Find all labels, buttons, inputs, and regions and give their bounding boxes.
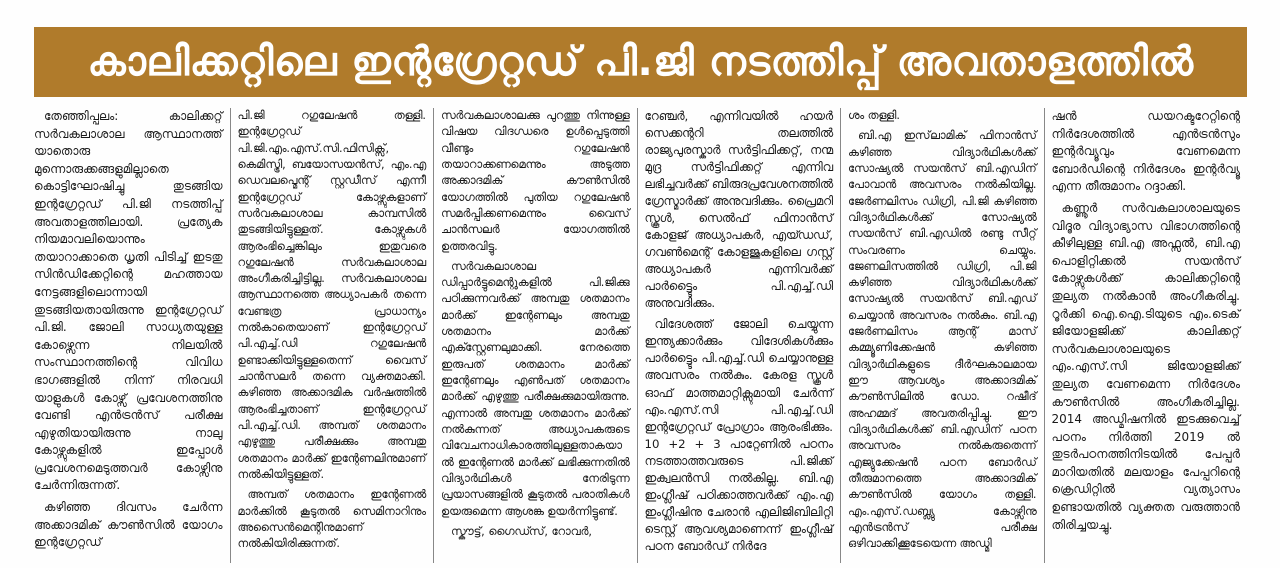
paragraph: പി.ജി റഗുലേഷൻ തള്ളി. ഇന്റഗ്രേറ്റഡ് പി.ജി.എം.എസ്.സി.ഫിസിക്സ്, കെമിസ്ട്രി, ബയോസയൻസ്, എം.എ ഡെവലപ്മെന്റ് സ്റ്റഡീസ് എന്നീ ഇന്റഗ്രേറ്റഡ് കോഴ്സുകളാണ് സർവകലാശാല കാമ്പസിൽ തുടങ്ങിയിട്ടുള്ളത്. കോഴ്സുകൾ ആരംഭിച്ചെങ്കിലും ഇതുവരെ റഗുലേഷൻ സർവകലാശാല അംഗീകരിച്ചിട്ടില്ല. സർവകലാശാല ആസ്ഥാനത്തെ അധ്യാപകർ തന്നെ വേണ്ടത്ര പ്രാധാന്യം നൽകാതെയാണ് ഇന്റഗ്രേറ്റഡ് പി.എച്ച്.ഡി റഗുലേഷൻ ഉണ്ടാക്കിയിട്ടുള്ളതെന്ന് വൈസ് ചാൻസലർ തന്നെ വ്യക്തമാക്കി. കഴിഞ്ഞ അക്കാദമിക വർഷത്തിൽ ആരംഭിച്ചതാണ് ഇന്റഗ്രേറ്റഡ് പി.എച്ച്.ഡി. അമ്പത് ശതമാനം എഴുത്തു പരീക്ഷക്കും അമ്പതു ശതമാനം മാർക്ക് ഇന്റേണലിനുമാണ് നൽകിയിട്ടുള്ളത്. — [237, 109, 426, 481]
headline-banner — [34, 27, 1247, 97]
paragraph: ബി.എ ഇസ്‌ലാമിക് ഫിനാൻസ് കഴിഞ്ഞ വിദ്യാർഥികൾക്ക് സോഷ്യൽ സയൻസ് ബി.എഡിന് പോവാൻ അവസരം നൽകിയില്ല. ജേർണലിസം ഡിഗ്രി, പി.ജി കഴിഞ്ഞ വിദ്യാർഥികൾക്ക് സോഷ്യൽ സയൻസ് ബി.എഡിൽ രണ്ടു സീറ്റ് സംവരണം ചെയ്യും. ജേണലിസത്തിൽ ഡിഗ്രി, പി.ജി കഴിഞ്ഞ വിദ്യാർഥികൾക്ക് സോഷ്യൽ സയൻസ് ബി.എഡ് ചെയ്യാൻ അവസരം നൽകും. ബി.എ ജേർണലിസം ആന്റ് മാസ് കമ്മ്യൂണിക്കേഷൻ കഴിഞ്ഞ വിദ്യാർഥികളുടെ ദീർഘകാലമായ ഈ ആവശ്യം അക്കാദമിക് കൗൺസിലിൽ ഡോ. റഷീദ് അഹമ്മദ് അവതരിപ്പിച്ചു. ഈ വിദ്യാർഥികൾക്ക് ബി.എഡിന് പഠന അവസരം നൽകരുതെന്ന് എജ്യുക്കേഷൻ പഠന ബോർഡ് തീരുമാനത്തെ അക്കാദമിക് കൗൺസിൽ യോഗം തള്ളി. എം.എസ്.ഡബ്ല്യു കോഴ്സിനു എൻട്രൻസ് പരീക്ഷ ഒഴിവാക്കിക്കൂടേയെന്ന അഡ്മി — [848, 129, 1037, 551]
paragraph: കണ്ണൂർ സർവകലാശാലയുടെ വിദൂര വിദ്യാഭ്യാസ വിഭാഗത്തിന്റെ കീഴിലുള്ള ബി.എ അഫ്സൽ, ബി.എ പൊളിറ്റിക്കൽ സയൻസ് കോഴ്സുകൾക്ക് കാലിക്കറ്റിന്റെ തുല്യത നൽകാൻ അംഗീകരിച്ചു. റൂർക്കി ഐ.ഐ.ടിയുടെ എം.ടെക് ജിയോളജിക്ക് കാലിക്കറ്റ് സർവകലാശാലയുടെ എം.എസ്.സി ജിയോളജിക്ക് തുല്യത വേണമെന്ന നിർദേശം കൗൺസിൽ അംഗീകരിച്ചില്ല. 2014 അഡ്മിഷനിൽ ഇടക്കുവെച്ച് പഠനം നിർത്തി 2019 ൽ തുടർപഠനത്തിനിടയിൽ പേപ്പർ മാറിയതിൽ മലയാളം പേപ്പറിന്റെ ക്രെഡിറ്റിൽ വ്യത്യാസം ഉണ്ടായതിൽ വ്യക്തത വരുത്താൻ തിരിച്ചയച്ചു. — [1051, 200, 1240, 532]
paragraph: സ്കൗട്ട്, ഗൈഡ്സ്, റോവർ, — [451, 524, 592, 538]
paragraph: അമ്പത് ശതമാനം ഇന്റേണൽ മാർക്കിൽ കൂടുതൽ സെമിനാറിനും അസൈൻമെന്റിനുമാണ് നൽകിയിരിക്കുന്നത്. — [237, 488, 426, 551]
paragraph: റേഞ്ചർ, എന്നിവയിൽ ഹയർ സെക്കന്ററി തലത്തിൽ രാജ്യപുരസ്കാർ സർട്ടിഫിക്കറ്റ്, നന്മ മുദ്ര സർട്ടിഫിക്കറ്റ് എന്നിവ ലഭിച്ചവർക്ക് ബിരുദപ്രവേശനത്തിൽ ഗ്രേസ്മാർക്ക് അനുവദിക്കും. പ്രൈമറി സ്കൂൾ, സെൽഫ് ഫിനാൻസ് കോളജ് അധ്യാപകർ, എയ്ഡഡ്, ഗവൺമെന്റ് കോളജുകളിലെ ഗസ്റ്റ് അധ്യാപകർ എന്നിവർക്ക് പാർട്ട്ടൈം പി.എച്ച്.ഡി അനുവദിക്കും. — [644, 109, 833, 311]
paragraph: ശം തള്ളി. — [848, 109, 900, 122]
column-3 — [433, 108, 637, 563]
column-5 — [840, 108, 1044, 563]
paragraph: സർവകലാശാല ഡിപ്പാർട്ടുമെന്റുകളിൽ പി.ജിക്കു പഠിക്കുന്നവർക്ക് അമ്പതു ശതമാനം മാർക്ക് ഇന്റേണലും അമ്പതു ശതമാനം മാർക്ക് എക്സ്റ്റേണലുമാക്കി. നേരത്തെ ഇരുപത് ശതമാനം മാർക്ക് ഇന്റേണലും എൺപത് ശതമാനം മാർക്ക് എഴുത്തു പരീക്ഷക്കുമായിരുന്നു. എന്നാൽ അമ്പതു ശതമാനം മാർക്ക് നൽകുന്നത് അധ്യാപകരുടെ വിവേചനാധികാരത്തിലുള്ളതാകയാൽ ഇന്റേണൽ മാർക്ക് ലഭിക്കുന്നതിൽ വിദ്യാർഥികൾ നേരിടുന്ന പ്രയാസങ്ങളിൽ കൂടുതൽ പരാതികൾ ഉയരുമെന്ന ആശങ്ക ഉയർന്നിട്ടുണ്ട്. — [441, 259, 630, 518]
paragraph: കഴിഞ്ഞ ദിവസം ചേർന്ന അക്കാദമിക് കൗൺസിൽ യോഗം ഇന്റഗ്രേറ്റഡ് — [34, 500, 223, 550]
paragraph: ഷൻ ഡയറക്ടറേറ്റിന്റെ നിർദേശത്തിൽ എൻട്രൻസും ഇന്റർവ്യൂവും വേണമെന്ന ബോർഡിന്റെ നിർദേശം ഇന്റർവ്യൂ എന്ന തീരുമാനം റദ്ദാക്കി. — [1051, 109, 1240, 194]
column-4 — [637, 108, 841, 563]
column-6 — [1044, 108, 1248, 563]
column-1 — [34, 108, 230, 563]
paragraph: സർവകലാശാലക്കു പുറത്തു നിന്നുള്ള വിഷയ വിദഗ്ധരെ ഉൾപ്പെടുത്തി വീണ്ടും റഗുലേഷൻ തയാറാക്കണമെന്നും അടുത്ത അക്കാദമിക് കൗൺസിൽ യോഗത്തിൽ പുതിയ റഗുലേഷൻ സമർപ്പിക്കണമെന്നും വൈസ് ചാൻസലർ യോഗത്തിൽ ഉത്തരവിട്ടു. — [441, 109, 630, 253]
headline: കാലിക്കറ്റിലെ ഇന്റഗ്രേറ്റഡ് പി.ജി നടത്തിപ്പ് അവതാളത്തിൽ — [87, 39, 1194, 85]
column-2 — [230, 108, 434, 563]
paragraph: തേഞ്ഞിപ്പലം: കാലിക്കറ്റ് സർവകലാശാല ആസ്ഥാനത്ത് യാതൊരു മുന്നൊരുക്കങ്ങളുമില്ലാതെ കൊട്ടിഘോഷിച്ചു തുടങ്ങിയ ഇന്റഗ്രേറ്റഡ് പി.ജി നടത്തിപ്പ് അവതാളത്തിലായി. പ്രത്യേക നിയമാവലിയൊന്നും തയാറാക്കാതെ ധൃതി പിടിച്ച് ഇടതു സിൻഡിക്കേറ്റിന്റെ മഹത്തായ നേട്ടങ്ങളിലൊന്നായി തുടങ്ങിയതായിരുന്നു ഇന്റഗ്രേറ്റഡ് പി.ജി. ജോലി സാധ്യതയുള്ള കോഴ്സെന്ന നിലയിൽ സംസ്ഥാനത്തിന്റെ വിവിധ ഭാഗങ്ങളിൽ നിന്ന് നിരവധി യാളുകൾ കോഴ്സ് പ്രവേശനത്തിനു വേണ്ടി എൻട്രൻസ് പരീക്ഷ എഴുതിയായിരുന്നു നാലു കോഴ്സുകളിൽ ഇപ്പോൾ പ്രവേശനമെടുത്തവർ കോഴ്സിനു ചേർന്നിരുന്നത്. — [34, 109, 223, 493]
article-columns — [34, 108, 1247, 563]
paragraph: വിദേശത്ത് ജോലി ചെയ്യുന്ന ഇന്ത്യക്കാർക്കും വിദേശികൾക്കും പാർട്ട്ടൈം പി.എച്ച്.ഡി ചെയ്യാനുള്ള അവസരം നൽകും. കേരള സ്കൂൾ ഓഫ് മാത്തമാറ്റിക്സുമായി ചേർന്ന് എം.എസ്.സി പി.എച്ച്.ഡി ഇന്റഗ്രേറ്റഡ് പ്രോഗ്രാം ആരംഭിക്കും. 10 +2 + 3 പാറ്റേണിൽ പഠനം നടത്താത്തവരുടെ പി.ജിക്ക് ഇക്വലൻസി നൽകില്ല. ബി.എ ഇംഗ്ലീഷ് പഠിക്കാത്തവർക്ക് എം.എ ഇംഗ്ലീഷിനു ചേരാൻ എലിജിബിലിറ്റി ടെസ്റ്റ് ആവശ്യമാണെന്ന് ഇംഗ്ലീഷ് പഠന ബോർഡ് നിർദേ — [644, 317, 833, 553]
